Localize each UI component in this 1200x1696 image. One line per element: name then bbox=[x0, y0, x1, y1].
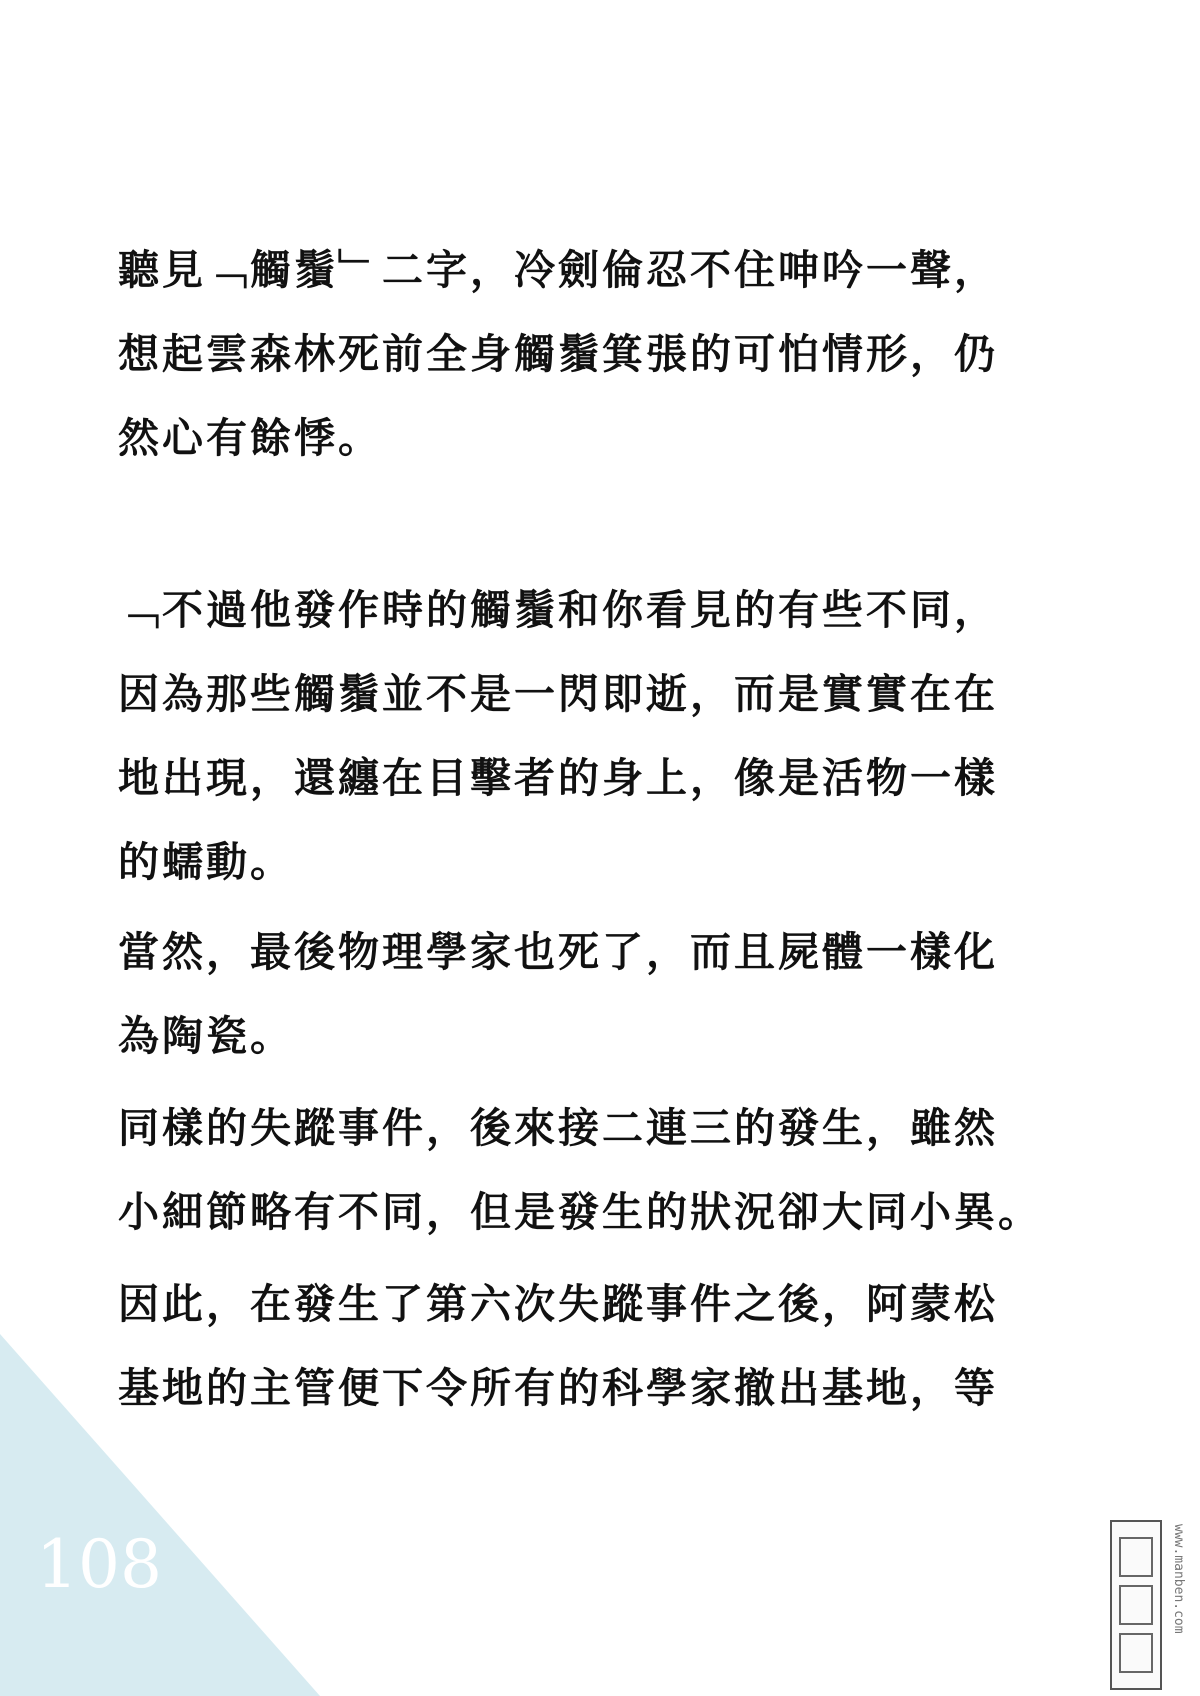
paragraph-4 bbox=[118, 1086, 1090, 1254]
paragraph-5 bbox=[118, 1262, 1090, 1430]
manben-logo-icon bbox=[1110, 1520, 1162, 1690]
text-line: 因此，在發生了第六次失蹤事件之後，阿蒙松 bbox=[118, 1280, 998, 1328]
text-line: 的蠕動。 bbox=[118, 838, 294, 886]
text-line: 當然，最後物理學家也死了，而且屍體一樣化 bbox=[118, 928, 998, 976]
text-line: 因為那些觸鬚並不是一閃即逝，而是實實在在 bbox=[118, 670, 998, 718]
watermark-url: www.manben.com bbox=[1171, 1524, 1186, 1634]
watermark bbox=[1110, 1520, 1190, 1690]
text-line: ﹁不過他發作時的觸鬚和你看見的有些不同， bbox=[118, 586, 998, 634]
text-line: 然心有餘悸。 bbox=[118, 414, 382, 462]
paragraph-3 bbox=[118, 910, 1090, 1078]
paragraph-2 bbox=[118, 568, 1090, 904]
text-line: 地出現，還纏在目擊者的身上，像是活物一樣 bbox=[118, 754, 998, 802]
paragraph-1 bbox=[118, 228, 1090, 480]
text-line: 聽見﹁觸鬚﹂二字，冷劍倫忍不住呻吟一聲， bbox=[118, 246, 998, 294]
text-line: 基地的主管便下令所有的科學家撤出基地，等 bbox=[118, 1364, 998, 1412]
page-number: 108 bbox=[36, 1526, 162, 1603]
text-line: 小細節略有不同，但是發生的狀況卻大同小異。 bbox=[118, 1188, 1042, 1236]
text-line: 想起雲森林死前全身觸鬚箕張的可怕情形，仍 bbox=[118, 330, 998, 378]
text-line: 為陶瓷。 bbox=[118, 1012, 294, 1060]
text-line: 同樣的失蹤事件，後來接二連三的發生，雖然 bbox=[118, 1104, 998, 1152]
